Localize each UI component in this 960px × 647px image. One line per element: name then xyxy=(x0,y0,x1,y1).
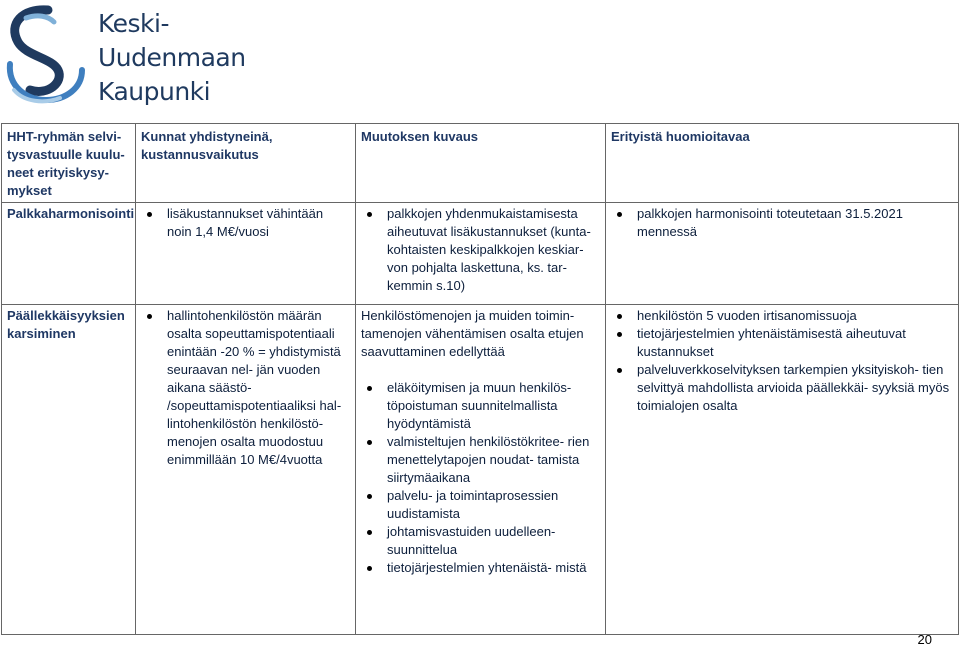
swirl-logo-icon xyxy=(4,4,88,104)
list-item: palvelu- ja toimintaprosessien uudistamista xyxy=(387,487,600,523)
list-item: hallintohenkilöstön määrän osalta sopeuttamispotentiaali enintään -20 % = yhdistymistä seuraavan nel- jän vuoden aikana säästö- /sopeuttamispotentiaaliksi hal- lintohenkilöstön henkilöstö- menojen osalta muodostuu enimmillään 10 M€/4vuotta xyxy=(167,307,350,469)
table-row xyxy=(2,305,959,635)
list-item: henkilöstön 5 vuoden irtisanomissuoja xyxy=(637,307,953,325)
row-title: Palkkaharmonisointi xyxy=(2,203,136,305)
change-intro: Henkilöstömenojen ja muiden toimin- tamenojen vähentämisen osalta etujen saavuttaminen edellyttää xyxy=(361,308,584,359)
logo-line-2: Uudenmaan xyxy=(98,43,246,72)
list-item: palkkojen yhdenmukaistamisesta aiheutuvat lisäkustannukset (kunta- kohtaisten keskipalkkojen keskiar- von pohjalta laskettuna, ks. tar- kemmin s.10) xyxy=(387,205,600,295)
list-item: lisäkustannukset vähintään noin 1,4 M€/vuosi xyxy=(167,205,350,241)
page-number: 20 xyxy=(917,632,932,647)
logo-line-3: Kaupunki xyxy=(98,77,211,106)
table-row xyxy=(2,203,959,305)
header-change: Muutoksen kuvaus xyxy=(356,124,606,203)
logo-line-1: Keski- xyxy=(98,9,169,38)
header-notes: Erityistä huomioitavaa xyxy=(606,124,959,203)
row-title: Päällekkäisyyksien karsiminen xyxy=(2,305,136,635)
header-cost: Kunnat yhdistyneinä, kustannusvaikutus xyxy=(136,124,356,203)
logo-wordmark xyxy=(98,7,246,109)
list-item: tietojärjestelmien yhtenäistämisestä aiheutuvat kustannukset xyxy=(637,325,953,361)
notes-cell xyxy=(606,203,959,305)
city-logo xyxy=(4,4,246,108)
table-header-row xyxy=(2,124,959,203)
comparison-table xyxy=(1,123,959,635)
list-item: johtamisvastuiden uudelleen- suunnittelua xyxy=(387,523,600,559)
change-cell xyxy=(356,203,606,305)
list-item: tietojärjestelmien yhtenäistä- mistä xyxy=(387,559,600,577)
list-item: palkkojen harmonisointi toteutetaan 31.5.2021 mennessä xyxy=(637,205,953,241)
list-item: palveluverkkoselvityksen tarkempien yksityiskoh- tien selvittyä mahdollista arvioida päällekkäi- syyksiä myös toimialojen osalta xyxy=(637,361,953,415)
list-item: eläköitymisen ja muun henkilös- töpoistuman suunnitelmallista hyödyntämistä xyxy=(387,379,600,433)
cost-cell xyxy=(136,305,356,635)
cost-cell xyxy=(136,203,356,305)
header-topic: HHT-ryhmän selvi- tysvastuulle kuulu- neet erityiskysy- mykset xyxy=(2,124,136,203)
notes-cell xyxy=(606,305,959,635)
list-item: valmisteltujen henkilöstökritee- rien menettelytapojen noudat- tamista siirtymäaikana xyxy=(387,433,600,487)
change-cell xyxy=(356,305,606,635)
